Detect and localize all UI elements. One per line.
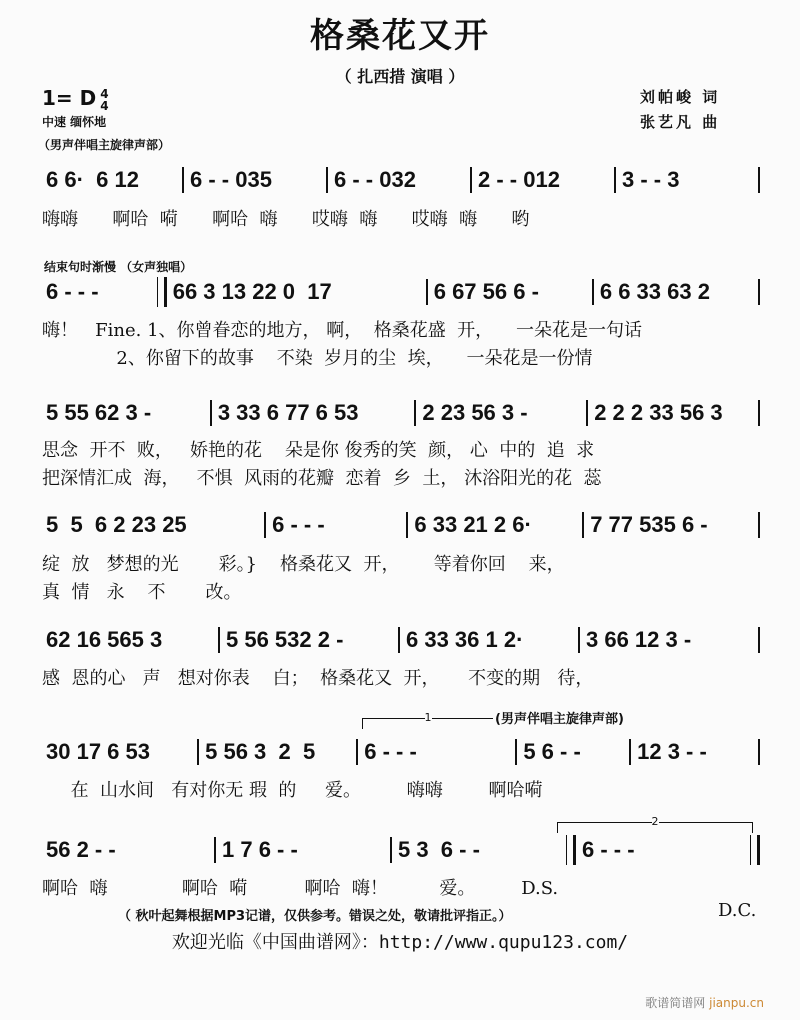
welcome-link[interactable]: 欢迎光临《中国曲谱网》：http://www.qupu123.com/ [171, 932, 629, 953]
lyrics-verse-1: 思念 开不 败， 娇艳的花 朵是你 俊秀的笑 颜， 心 中的 追 求 [42, 440, 595, 461]
measure: 6 33 21 2 6· [414, 512, 532, 537]
bar-line [758, 279, 760, 305]
lyrics-verse-2: 2、你留下的故事 不染 岁月的尘 埃， 一朵花是一份情 [42, 348, 593, 369]
dc-marking: D.C. [718, 900, 757, 921]
song-title: 格桑花又开 [310, 16, 490, 56]
lyrics-verse-2: 真 情 永 不 改。 [42, 582, 242, 603]
watermark-url: jianpu.cn [709, 996, 764, 1010]
score-row-1 [40, 165, 760, 195]
bar-line [758, 627, 760, 653]
measure: 3 66 12 3 - [586, 627, 692, 652]
lyrics-line: 啊哈 嗨 啊哈 嗬 啊哈 嗨！ 爱。 D.S. [42, 878, 559, 899]
measure: 6 6· 6 12 [46, 167, 139, 192]
measure: 3 33 6 77 6 53 [217, 400, 359, 425]
time-top: 4 [100, 86, 109, 101]
measure: 6 - - - [582, 837, 635, 862]
measure: 62 16 565 3 [46, 627, 163, 652]
measure: 6 33 36 1 2· [406, 627, 524, 652]
time-bottom: 4 [100, 98, 109, 113]
measure: 6 67 56 6 - [433, 279, 539, 304]
bar-line [758, 512, 760, 538]
composer-credit: 张艺凡 曲 [640, 113, 721, 131]
lyrics-line: 在 山水间 有对你无 瑕 的 爱。 嗨嗨 啊哈嗬 [42, 780, 543, 801]
measure: 12 3 - - [637, 739, 707, 764]
key-signature [42, 86, 109, 112]
measure: 6 - - - [272, 512, 325, 537]
volta-1 [362, 711, 493, 729]
measure: 5 56 3 2 5 [205, 739, 316, 764]
time-signature [100, 88, 108, 112]
measure: 1 7 6 - - [222, 837, 298, 862]
measure: 5 5 6 2 23 25 [46, 512, 187, 537]
measure: 6 6 33 63 2 [599, 279, 710, 304]
lyrics-verse-1: 绽 放 梦想的光 彩。} 格桑花又 开， 等着你回 来， [42, 554, 565, 575]
tempo-marking: 中速 缅怀地 [42, 115, 107, 129]
lyrics-verse-2: 把深情汇成 海， 不惧 风雨的花瓣 恋着 乡 土， 沐浴阳光的花 蕊 [42, 468, 602, 489]
measure: 7 77 535 6 - [590, 512, 708, 537]
score-row-3 [40, 398, 760, 428]
measure: 6 - - 032 [334, 167, 416, 192]
measure: 2 - - 012 [478, 167, 560, 192]
row-label: 结束句时渐慢 （女声独唱） [44, 260, 193, 274]
repeat-end [566, 835, 576, 865]
measure: 6 - - 035 [190, 167, 272, 192]
measure: 30 17 6 53 [46, 739, 150, 764]
key-text: 1= D [42, 86, 97, 110]
watermark [645, 994, 764, 1011]
measure: 3 - - 3 [622, 167, 680, 192]
final-bar [750, 835, 760, 865]
score-row-5 [40, 625, 760, 655]
measure: 2 2 2 33 56 3 [594, 400, 723, 425]
score-row-6 [40, 737, 760, 767]
measure: 6 - - - [364, 739, 417, 764]
measure: 66 3 13 22 0 17 [172, 279, 332, 304]
footnote: （ 秋叶起舞根据MP3记谱，仅供参考。错误之处，敬请批评指正。） [118, 909, 512, 924]
score-row-4 [40, 510, 760, 540]
volta-number: 1 [424, 711, 432, 724]
measure: 5 6 - - [523, 739, 581, 764]
lyrics-verse-1: 嗨！ Fine. 1、你曾眷恋的地方， 啊， 格桑花盛 开， 一朵花是一句话 [42, 320, 643, 341]
lyricist-credit: 刘帕峻 词 [640, 88, 721, 106]
measure: 56 2 - - [46, 837, 116, 862]
lyrics-line: 感 恩的心 声 想对你表 白； 格桑花又 开， 不变的期 待， [42, 668, 594, 689]
measure: 5 56 532 2 - [226, 627, 344, 652]
bar-line [758, 167, 760, 193]
singer-line: （ 扎西措 演唱 ） [335, 67, 465, 86]
volta-2 [557, 815, 753, 833]
score-row-2 [40, 277, 760, 307]
repeat-start [157, 277, 167, 307]
lyrics-line: 嗨嗨 啊哈 嗬 啊哈 嗨 哎嗨 嗨 哎嗨 嗨 哟 [42, 209, 530, 230]
watermark-text: 歌谱简谱网 [645, 996, 706, 1010]
measure: 6 - - - [46, 279, 99, 304]
score-row-7 [40, 835, 760, 865]
bar-line [758, 400, 760, 426]
part-note: (男声伴唱主旋律声部) [495, 712, 624, 727]
volta-number: 2 [651, 815, 659, 828]
bar-line [758, 739, 760, 765]
measure: 2 23 56 3 - [422, 400, 528, 425]
measure: 5 3 6 - - [398, 837, 480, 862]
part-note: （男声伴唱主旋律声部） [38, 138, 171, 152]
measure: 5 55 62 3 - [46, 400, 152, 425]
